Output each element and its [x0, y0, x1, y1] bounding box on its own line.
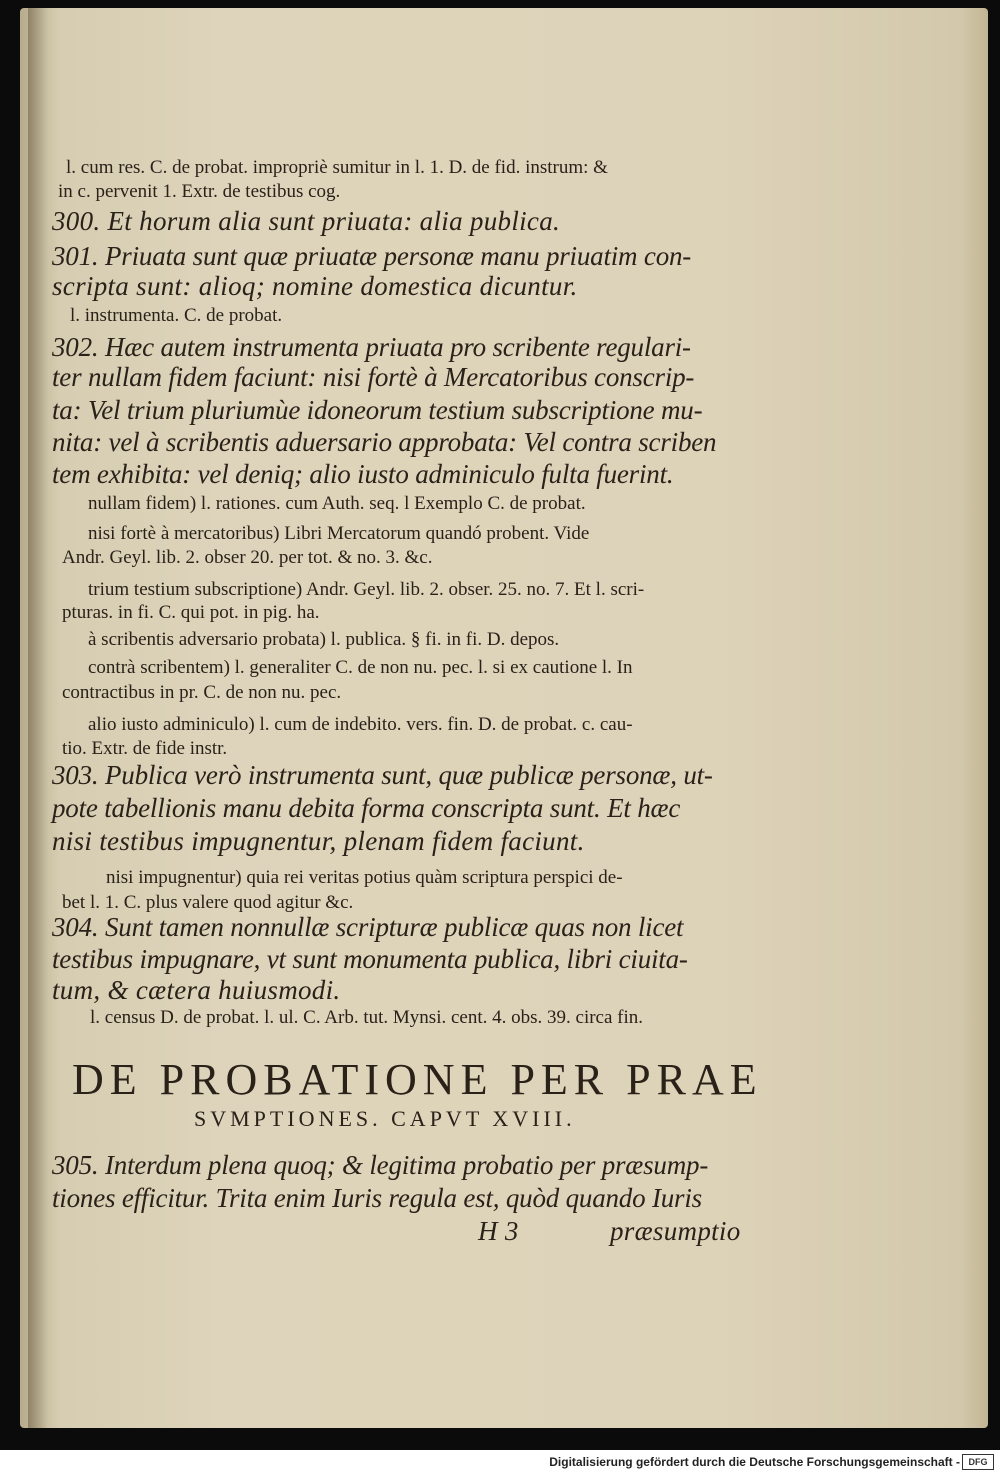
text-line: ter nullam fidem faciunt: nisi fortè à Mercatoribus conscrip-: [52, 362, 695, 392]
note-line: l. census D. de probat. l. ul. C. Arb. tut. Mynsi. cent. 4. obs. 39. circa fin.: [90, 1007, 644, 1028]
book-page: [20, 8, 988, 1428]
footer-bar: [0, 1450, 1000, 1474]
page-text: [20, 8, 988, 1428]
chapter-subheading: SVMPTIONES. CAPVT XVIII.: [194, 1106, 576, 1131]
text-line: 301. Priuata sunt quæ priuatæ personæ manu priuatim con-: [52, 241, 692, 271]
note-line: tio. Extr. de fide instr.: [62, 738, 228, 759]
note-line: contrà scribentem) l. generaliter C. de non nu. pec. l. si ex cautione l. In: [88, 657, 633, 678]
text-line: 303. Publica verò instrumenta sunt, quæ publicæ personæ, ut-: [52, 760, 713, 790]
catchword: præsumptio: [610, 1216, 741, 1246]
text-line: pote tabellionis manu debita forma conscripta sunt. Et hæc: [52, 793, 681, 823]
note-line: nisi fortè à mercatoribus) Libri Mercatorum quandó probent. Vide: [88, 523, 590, 544]
text-line: scripta sunt: alioq; nomine domestica dicuntur.: [52, 271, 578, 301]
note-line: nisi impugnentur) quia rei veritas potius quàm scriptura perspici de-: [106, 867, 623, 888]
note-line: trium testium subscriptione) Andr. Geyl. lib. 2. obser. 25. no. 7. Et l. scri-: [88, 579, 645, 600]
text-line: nisi testibus impugnentur, plenam fidem faciunt.: [52, 826, 585, 856]
note-line: Andr. Geyl. lib. 2. obser 20. per tot. & no. 3. &c.: [62, 547, 433, 568]
signature-mark: H 3: [478, 1216, 519, 1246]
text-line: 300. Et horum alia sunt priuata: alia publica.: [52, 206, 561, 236]
text-line: tiones efficitur. Trita enim Iuris regula est, quòd quando Iuris: [52, 1183, 702, 1213]
chapter-heading: DE PROBATIONE PER PRAE: [72, 1055, 763, 1104]
text-line: 302. Hæc autem instrumenta priuata pro scribente regulari-: [52, 332, 691, 362]
note-line: contractibus in pr. C. de non nu. pec.: [62, 682, 342, 703]
text-line: tum, & cætera huiusmodi.: [52, 975, 341, 1005]
text-line: testibus impugnare, vt sunt monumenta publica, libri ciuita-: [52, 944, 688, 974]
text-line: nita: vel à scribentis aduersario approbata: Vel contra scriben: [52, 427, 717, 457]
footer-credit: Digitalisierung gefördert durch die Deutsche Forschungsgemeinschaft -: [549, 1455, 960, 1469]
note-line: alio iusto adminiculo) l. cum de indebito. vers. fin. D. de probat. c. cau-: [88, 714, 633, 735]
note-line: bet l. 1. C. plus valere quod agitur &c.: [62, 892, 354, 913]
text-line: tem exhibita: vel deniq; alio iusto adminiculo fulta fuerint.: [52, 459, 674, 489]
note-line: nullam fidem) l. rationes. cum Auth. seq. l Exemplo C. de probat.: [88, 493, 586, 514]
text-line: in c. pervenit 1. Extr. de testibus cog.: [58, 181, 341, 202]
dfg-logo: DFG: [962, 1454, 994, 1470]
note-line: à scribentis adversario probata) l. publica. § fi. in fi. D. depos.: [88, 629, 560, 650]
text-line: l. instrumenta. C. de probat.: [70, 305, 283, 326]
text-line: 305. Interdum plena quoq; & legitima probatio per præsump-: [52, 1150, 709, 1180]
text-line: 304. Sunt tamen nonnullæ scripturæ publicæ quas non licet: [52, 912, 684, 942]
text-line: l. cum res. C. de probat. impropriè sumitur in l. 1. D. de fid. instrum: &: [66, 157, 608, 178]
note-line: pturas. in fi. C. qui pot. in pig. ha.: [62, 602, 320, 623]
text-line: ta: Vel trium pluriumùe idoneorum testium subscriptione mu-: [52, 395, 703, 425]
